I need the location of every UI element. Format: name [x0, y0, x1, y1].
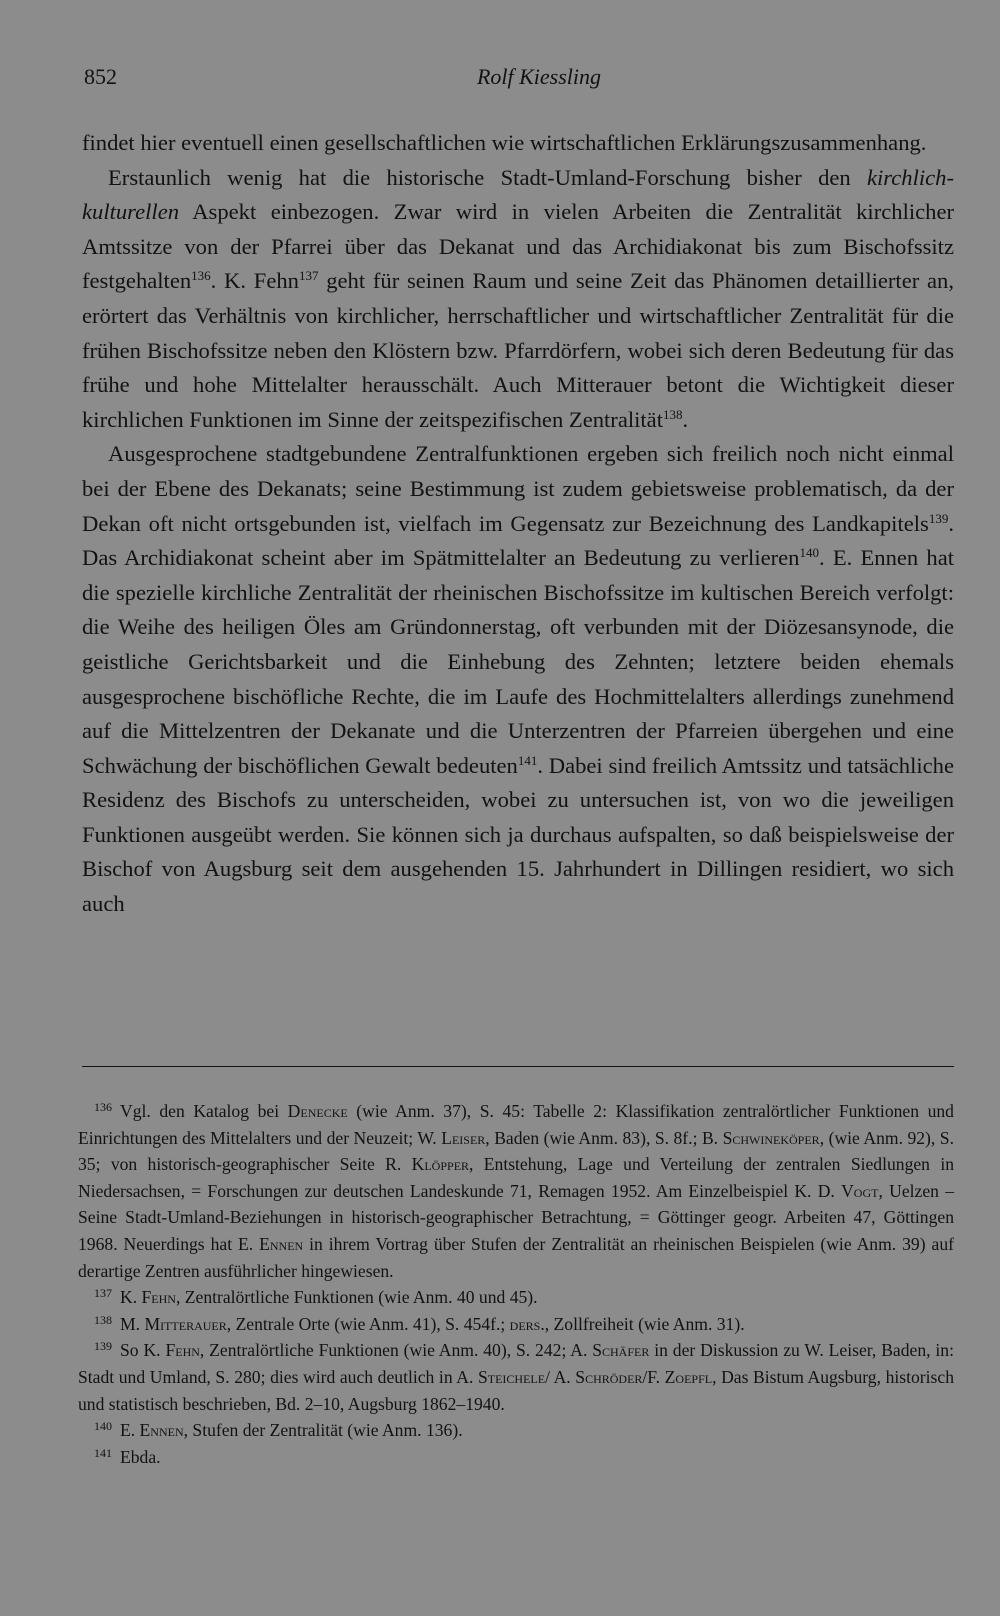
- footnote-ref-139[interactable]: 139: [928, 510, 949, 526]
- footnote-separator: [82, 1066, 954, 1067]
- fn-text: ., Zollfreiheit (wie Anm. 31).: [540, 1313, 745, 1334]
- text-run: . K. Fehn: [210, 268, 299, 294]
- author-name: Schäfer: [592, 1340, 650, 1361]
- footnote-139: [78, 1337, 954, 1417]
- text-run: . E. Ennen hat die spezielle kirchliche Zentralität der rheinischen Bischofssitze im kultischen Bereich verfolgt: die Weihe des heiligen Öles am Gründonnerstag, oft verbunden mit der Diözesansynode, die geistliche Gerichtsbarkeit und die Einhebung des Zehnten; letztere beiden ehemals ausgesprochene bischöfliche Rechte, die im Laufe des Hochmittelalters allerdings zunehmend auf die Mittelzentren der Dekanate und die Unterzentren der Pfarreien übergehen und eine Schwächung der bischöflichen Gewalt bedeuten: [82, 545, 954, 778]
- paragraph-3: [82, 437, 954, 921]
- footnote-number: 138: [94, 1312, 112, 1327]
- author-name: Zoepfl: [664, 1366, 713, 1387]
- fn-text: /F.: [642, 1366, 665, 1387]
- text-run: geht für seinen Raum und seine Zeit das Phänomen detaillierter an, erörtert das Verhältnis von kirchlicher, herrschaftlicher und wirtschaftlicher Zentralität für die frühen Bischofssitze neben den Klöstern bzw. Pfarrdörfern, wobei sich deren Bedeutung für das frühe und hohe Mittelalter herausschält. Auch Mitterauer betont die Wichtigkeit dieser kirchlichen Funktionen im Sinne der zeitspezifischen Zentralität: [82, 268, 954, 432]
- running-head-author: Rolf Kiessling: [476, 64, 602, 89]
- footnote-136: [78, 1098, 954, 1284]
- main-text: [82, 126, 954, 922]
- author-name: Steichele: [477, 1366, 546, 1387]
- italic-term: kirchlich-kulturellen: [82, 164, 954, 225]
- footnote-number: 141: [94, 1445, 112, 1460]
- paragraph-1: [82, 126, 954, 161]
- fn-text: M.: [120, 1313, 145, 1334]
- fn-text: Vgl. den Katalog bei: [120, 1101, 288, 1121]
- fn-text: / A.: [545, 1366, 576, 1387]
- page-number: 852: [84, 64, 117, 89]
- footnote-138: [78, 1311, 954, 1338]
- footnote-ref-137[interactable]: 137: [298, 268, 319, 284]
- text-run: Aspekt einbezogen. Zwar wird in vielen Arbeiten die Zentralität kirchlicher Amtssitze von der Pfarrei über das Dekanat und das Archidiakonat bis zum Bischofssitz festgehalten: [82, 199, 954, 294]
- author-name: ders: [509, 1313, 541, 1334]
- author-name: Leiser: [441, 1127, 486, 1148]
- author-name: Ennen: [139, 1420, 184, 1441]
- fn-text: , Zentrale Orte (wie Anm. 41), S. 454f.;: [226, 1313, 510, 1334]
- footnote-ref-138[interactable]: 138: [662, 406, 683, 422]
- fn-text: , Das Bistum Augsburg, historisch und statistisch beschrieben, Bd. 2–10, Augsburg 1862–1940.: [78, 1366, 954, 1414]
- footnote-ref-136[interactable]: 136: [191, 268, 211, 284]
- author-name: Ennen: [259, 1233, 304, 1254]
- footnotes: [78, 1098, 954, 1470]
- fn-text: (wie Anm. 37), S. 45: Tabelle 2: Klassifikation zentralörtlicher Funktionen und Einrichtungen des Mittelalters und der Neuzeit; W.: [78, 1101, 954, 1148]
- text-run: Erstaunlich wenig hat die historische Stadt-Umland-Forschung bisher den: [108, 164, 867, 190]
- fn-text: in der Diskussion zu W. Leiser, Baden, in: Stadt und Umland, S. 280; dies wird auch deutlich in A.: [78, 1340, 954, 1387]
- footnote-141: [78, 1444, 954, 1471]
- author-name: Klöpper: [411, 1154, 470, 1175]
- fn-text: in ihrem Vortrag über Stufen der Zentralität an rheinischen Beispielen (wie Anm. 39) auf derartige Zentren ausführlicher hingewiesen.: [78, 1233, 954, 1281]
- fn-text: So K.: [120, 1340, 166, 1361]
- footnote-ref-140[interactable]: 140: [799, 545, 819, 561]
- fn-text: , Zentralörtliche Funktionen (wie Anm. 40 und 45).: [175, 1287, 538, 1308]
- paragraph-2: [82, 161, 954, 438]
- fn-text: K.: [120, 1287, 142, 1308]
- fn-text: , Entstehung, Lage und Verteilung der zentralen Siedlungen in Niedersachsen, = Forschungen zur deutschen Landeskunde 71, Remagen 1952. Am Einzelbeispiel K. D.: [78, 1154, 955, 1201]
- author-name: Denecke: [287, 1101, 348, 1121]
- footnote-number: 139: [94, 1339, 112, 1354]
- text-run: Ausgesprochene stadtgebundene Zentralfunktionen ergeben sich freilich noch nicht einmal bei der Ebene des Dekanats; seine Bestimmung ist zudem gebietsweise problematisch, da der Dekan oft nicht ortsgebunden ist, vielfach im Gegensatz zur Bezeichnung des Landkapitels: [82, 441, 954, 536]
- running-header: [84, 60, 954, 96]
- fn-text: , Baden (wie Anm. 83), S. 8f.; B.: [485, 1127, 723, 1148]
- footnote-number: 140: [94, 1419, 112, 1434]
- footnote-number: 137: [94, 1286, 112, 1301]
- footnote-137: [78, 1284, 954, 1311]
- fn-text: Ebda.: [120, 1446, 161, 1467]
- footnote-140: [78, 1417, 954, 1444]
- text-run: .: [682, 406, 689, 432]
- paragraph-1-text: findet hier eventuell einen gesellschaftlichen wie wirtschaftlichen Erklärungszusammenhang.: [82, 130, 927, 155]
- author-name: Schwineköper: [722, 1127, 820, 1148]
- author-name: Schröder: [575, 1366, 643, 1387]
- fn-text: , Uelzen – Seine Stadt-Umland-Beziehungen in historisch-geographischer Betrachtung, = Göttinger geogr. Arbeiten 47, Göttingen 1968. Neuerdings hat E.: [78, 1180, 954, 1254]
- author-name: Fehn: [165, 1340, 200, 1361]
- fn-text: E.: [120, 1420, 140, 1441]
- footnote-ref-141[interactable]: 141: [517, 752, 538, 768]
- fn-text: , Stufen der Zentralität (wie Anm. 136).: [183, 1420, 463, 1441]
- fn-text: , Zentralörtliche Funktionen (wie Anm. 40), S. 242; A.: [199, 1340, 593, 1361]
- author-name: Vogt: [841, 1180, 879, 1201]
- fn-text: , (wie Anm. 92), S. 35; von historisch-geographischer Seite R.: [78, 1127, 954, 1175]
- text-run: . Das Archidiakonat scheint aber im Spätmittelalter an Bedeutung zu verlieren: [82, 510, 954, 571]
- footnote-number: 136: [94, 1100, 112, 1114]
- text-run: . Dabei sind freilich Amtssitz und tatsächliche Residenz des Bischofs zu unterscheiden, wobei zu untersuchen ist, von wo die jeweiligen Funktionen ausgeübt werden. Sie können sich ja durchaus aufspalten, so daß beispielsweise der Bischof von Augsburg seit dem ausgehenden 15. Jahrhundert in Dillingen residiert, wo sich auch: [82, 752, 954, 917]
- author-name: Mitterauer: [144, 1313, 227, 1334]
- author-name: Fehn: [141, 1287, 176, 1308]
